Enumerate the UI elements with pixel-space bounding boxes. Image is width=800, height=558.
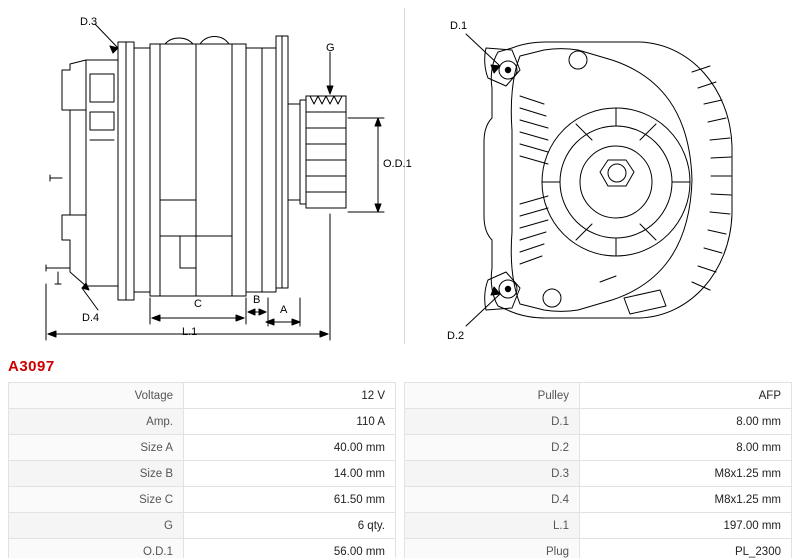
table-row — [9, 461, 396, 487]
label-d2: D.2 — [447, 330, 465, 342]
spec-value: 8.00 mm — [580, 435, 792, 461]
spec-key: D.1 — [405, 409, 580, 435]
table-row — [405, 461, 792, 487]
spec-value: 110 A — [184, 409, 396, 435]
label-l1: L.1 — [182, 326, 198, 338]
table-row — [9, 435, 396, 461]
spec-key: D.4 — [405, 487, 580, 513]
table-row — [405, 383, 792, 409]
spec-value: PL_2300 — [580, 539, 792, 558]
spec-key: L.1 — [405, 513, 580, 539]
label-d3: D.3 — [80, 16, 98, 28]
spec-tables — [8, 382, 792, 558]
spec-value: 12 V — [184, 383, 396, 409]
label-d4: D.4 — [82, 312, 100, 324]
table-row — [9, 487, 396, 513]
spec-key: D.2 — [405, 435, 580, 461]
table-row — [9, 409, 396, 435]
spec-value: AFP — [580, 383, 792, 409]
spec-key: Pulley — [405, 383, 580, 409]
spec-value: 56.00 mm — [184, 539, 396, 558]
spec-key: O.D.1 — [9, 539, 184, 558]
label-b: B — [253, 294, 261, 306]
table-row — [405, 487, 792, 513]
table-row — [405, 513, 792, 539]
spec-key: Size B — [9, 461, 184, 487]
spec-value: 197.00 mm — [580, 513, 792, 539]
table-row — [405, 435, 792, 461]
spec-value: 8.00 mm — [580, 409, 792, 435]
table-row — [9, 513, 396, 539]
spec-value: 61.50 mm — [184, 487, 396, 513]
spec-value: 6 qty. — [184, 513, 396, 539]
label-c: C — [194, 298, 202, 310]
table-row — [405, 409, 792, 435]
table-row — [9, 383, 396, 409]
spec-key: Plug — [405, 539, 580, 558]
spec-table-right — [404, 382, 792, 558]
spec-key: Amp. — [9, 409, 184, 435]
spec-value: M8x1.25 mm — [580, 487, 792, 513]
spec-key: Size C — [9, 487, 184, 513]
label-g: G — [326, 42, 335, 54]
spec-value: M8x1.25 mm — [580, 461, 792, 487]
spec-key: G — [9, 513, 184, 539]
spec-key: Voltage — [9, 383, 184, 409]
label-od1: O.D.1 — [383, 158, 412, 170]
label-a: A — [280, 304, 288, 316]
label-d1: D.1 — [450, 20, 468, 32]
part-number: A3097 — [8, 358, 55, 375]
spec-table-left — [8, 382, 396, 558]
spec-value: 40.00 mm — [184, 435, 396, 461]
spec-key: D.3 — [405, 461, 580, 487]
table-row — [405, 539, 792, 558]
spec-key: Size A — [9, 435, 184, 461]
spec-value: 14.00 mm — [184, 461, 396, 487]
table-row — [9, 539, 396, 558]
